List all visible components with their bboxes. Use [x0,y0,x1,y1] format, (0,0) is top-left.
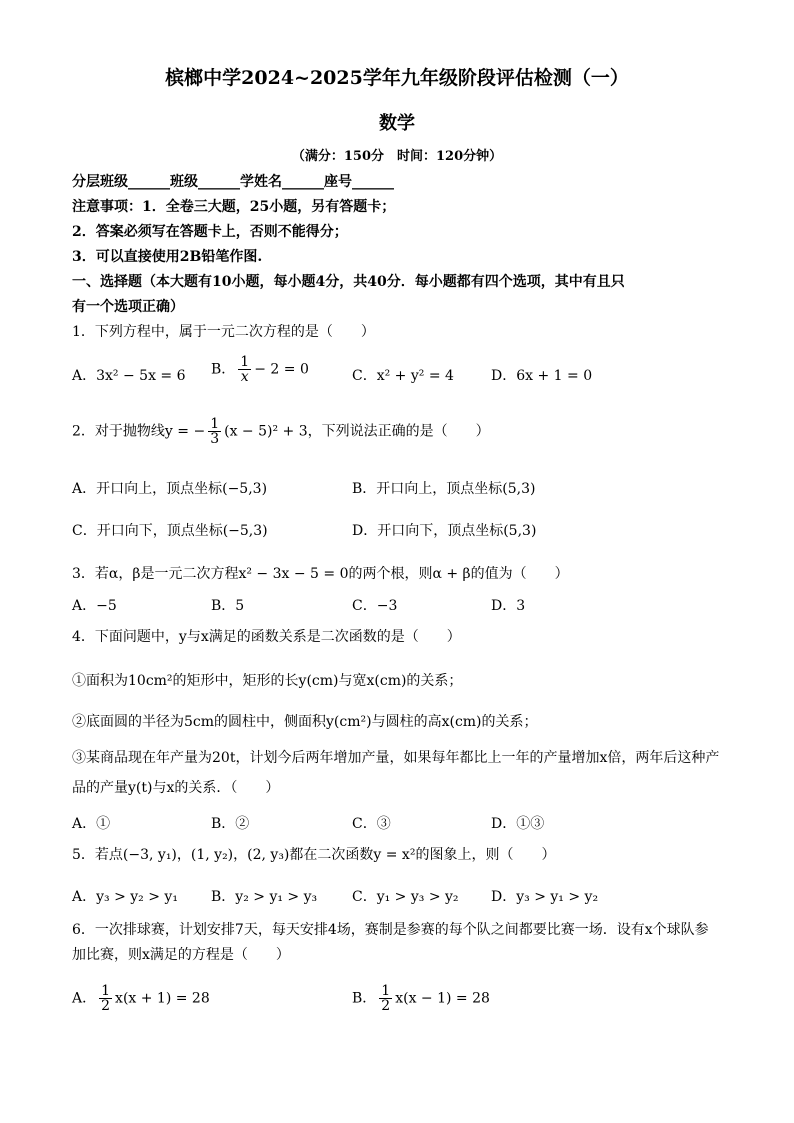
q6-option-b-fraction [379,984,392,1013]
q4-option-a: A．① [72,816,111,832]
q4-option-d: D．①③ [491,816,545,832]
q5-option-c: C．y₁ > y₃ > y₂ [352,889,459,905]
q1-option-b-label: B． [211,361,236,378]
q6-option-b-label: B． [352,990,377,1007]
q2-stem-fraction-numerator: 1 [210,416,220,432]
q3-option-a: A．−5 [72,598,117,614]
q1-option-c [352,366,454,386]
q5-option-d: D．y₃ > y₁ > y₂ [491,889,599,905]
q4-statement-2: ②底面圆的半径为5cm的圆柱中，侧面积y(cm²)与圆柱的高x(cm)的关系； [72,714,538,730]
q2-stem-suffix: ，下列说法正确的是（ ） [307,423,490,440]
q2-stem [72,417,490,446]
q4-option-b: B．② [211,816,250,832]
subject-heading: 数学 [379,113,415,134]
q2-option-b: B．开口向上，顶点坐标(5,3) [352,481,536,497]
q3-option-b: B．5 [211,598,245,614]
q4-statement-3-line-2: 品的产量y(t)与x的关系．（ ） [72,780,280,796]
q4-statement-1: ①面积为10cm²的矩形中，矩形的长y(cm)与宽x(cm)的关系； [72,673,463,689]
q6-option-b-denominator: 2 [381,998,391,1014]
q6-option-a-denominator: 2 [101,998,111,1014]
q1-option-c-text: x² + y² = 4 [376,368,454,384]
q2-stem-fraction [208,417,221,446]
q6-option-a [72,984,210,1013]
q4-option-c: C．③ [352,816,391,832]
q4-statement-3-line-1: ③某商品现在年产量为20t，计划今后两年增加产量，如果每年都比上一年的产量增加x倍，两年后这种产 [72,750,720,766]
q1-stem: 1．下列方程中，属于一元二次方程的是（ ） [72,324,375,340]
q1-option-b-denominator: x [240,369,249,385]
q5-option-b: B．y₂ > y₁ > y₃ [211,889,318,905]
q6-stem-line-1: 6．一次排球赛，计划安排7天，每天安排4场，赛制是参赛的每个队之间都要比赛一场．设有x个球队参 [72,922,709,938]
q1-option-d-text: 6x + 1 = 0 [516,368,593,384]
q3-option-c: C．−3 [352,598,398,614]
q1-option-a-label: A． [72,368,97,384]
section-heading-line-1: 一、选择题（本大题有10小题，每小题4分，共40分．每小题都有四个选项，其中有且只 [72,274,625,290]
q2-stem-y: y = − [164,423,206,440]
exam-title: 槟榔中学2024~2025学年九年级阶段评估检测（一） [165,67,629,89]
q2-stem-prefix: 2．对于抛物线 [72,423,165,440]
q6-stem-line-2: 加比赛，则x满足的方程是（ ） [72,947,290,963]
q6-option-a-rest: x(x + 1) = 28 [115,990,210,1007]
note-line-2: 2．答案必须写在答题卡上，否则不能得分； [72,224,348,240]
q5-stem: 5．若点(−3, y₁)，(1, y₂)，(2, y₃)都在二次函数y = x²的图象上，则（ ） [72,847,556,863]
q4-stem: 4．下面问题中，y与x满足的函数关系是二次函数的是（ ） [72,629,461,645]
q2-stem-fraction-denominator: 3 [210,431,220,447]
q2-option-c: C．开口向下，顶点坐标(−5,3) [72,523,268,539]
section-heading-line-2: 有一个选项正确） [72,299,184,315]
q5-option-a: A．y₃ > y₂ > y₁ [72,889,178,905]
q1-option-b [211,355,309,384]
q1-option-a-text: 3x² − 5x = 6 [96,368,186,384]
q1-option-d [491,366,592,386]
q6-option-a-numerator: 1 [101,983,111,999]
q2-option-d: D．开口向下，顶点坐标(5,3) [352,523,537,539]
q3-stem: 3．若α，β是一元二次方程x² − 3x − 5 = 0的两个根，则α + β的值为（ ） [72,566,569,582]
q6-option-b [352,984,490,1013]
q6-option-b-numerator: 1 [381,983,391,999]
q2-option-a: A．开口向上，顶点坐标(−5,3) [72,481,268,497]
q6-option-b-rest: x(x − 1) = 28 [395,990,490,1007]
exam-meta: （满分：150分 时间：120分钟） [291,149,503,164]
note-line-1: 注意事项：1．全卷三大题，25小题，另有答题卡； [72,199,396,215]
q2-stem-expression: (x − 5)² + 3 [224,423,308,440]
q1-option-d-label: D． [491,368,517,384]
q1-option-a [72,366,186,386]
q1-option-b-numerator: 1 [240,354,250,370]
q6-option-a-label: A． [72,990,97,1007]
q1-option-c-label: C． [352,368,377,384]
q6-option-a-fraction [99,984,112,1013]
q1-option-b-rest: − 2 = 0 [254,361,309,378]
student-info-line: 分层班级______班级______学姓名______座号______ [72,174,394,190]
q3-option-d: D．3 [491,598,526,614]
note-line-3: 3．可以直接使用2B铅笔作图. [72,249,263,265]
q1-option-b-fraction [238,355,251,384]
